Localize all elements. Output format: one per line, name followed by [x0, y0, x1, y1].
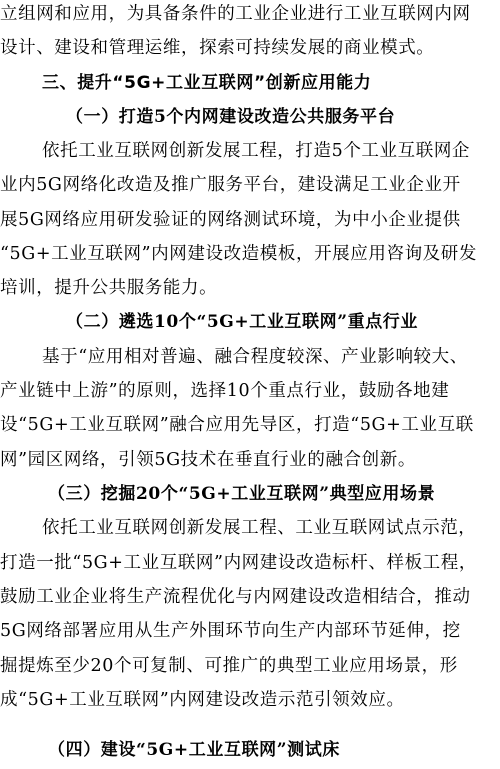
paragraph-line: 成“5G+工业互联网”内网建设改造示范引领效应。: [0, 690, 405, 710]
subsection-heading: （三）挖掘20个“5G+工业互联网”典型应用场景: [48, 484, 436, 504]
paragraph-line: 设“5G+工业互联网”融合应用先导区，打造“5G+工业互联: [0, 415, 474, 435]
subsection-heading: （一）打造5个内网建设改造公共服务平台: [66, 107, 396, 127]
paragraph-line: 依托工业互联网创新发展工程、工业互联网试点示范，: [42, 518, 477, 538]
paragraph-line: 打造一批“5G+工业互联网”内网建设改造标杆、样板工程，: [0, 553, 477, 573]
paragraph-line: 设计、建设和管理运维，探索可持续发展的商业模式。: [0, 38, 435, 58]
paragraph-line: 产业链中上游”的原则，选择10个重点行业，鼓励各地建: [0, 381, 450, 401]
paragraph-line: 业内5G网络化改造及推广服务平台，建设满足工业企业开: [0, 175, 461, 195]
paragraph-line: 掘提炼至少20个可复制、可推广的典型工业应用场景，形: [0, 656, 458, 676]
paragraph-line: 立组网和应用，为具备条件的工业企业进行工业互联网内网: [0, 4, 471, 24]
paragraph-line: 5G网络部署应用从生产外围环节向生产内部环节延伸，挖: [0, 621, 461, 641]
paragraph-line: “5G+工业互联网”内网建设改造模板，开展应用咨询及研发: [0, 244, 477, 264]
paragraph-line: 依托工业互联网创新发展工程，打造5个工业互联网企: [42, 141, 471, 161]
paragraph-line: 基于“应用相对普遍、融合程度较深、产业影响较大、: [42, 347, 468, 367]
paragraph-line: 网”园区网络，引领5G技术在垂直行业的融合创新。: [0, 450, 416, 470]
paragraph-line: 鼓励工业企业将生产流程优化与内网建设改造相结合，推动: [0, 587, 471, 607]
section-heading: 三、提升“5G+工业互联网”创新应用能力: [42, 73, 372, 93]
subsection-heading: （二）遴选10个“5G+工业互联网”重点行业: [66, 312, 419, 332]
paragraph-line: 展5G网络应用研发验证的网络测试环境，为中小企业提供: [0, 210, 461, 230]
paragraph-line: 培训，提升公共服务能力。: [0, 278, 218, 298]
subsection-heading: （四）建设“5G+工业互联网”测试床: [48, 740, 340, 760]
